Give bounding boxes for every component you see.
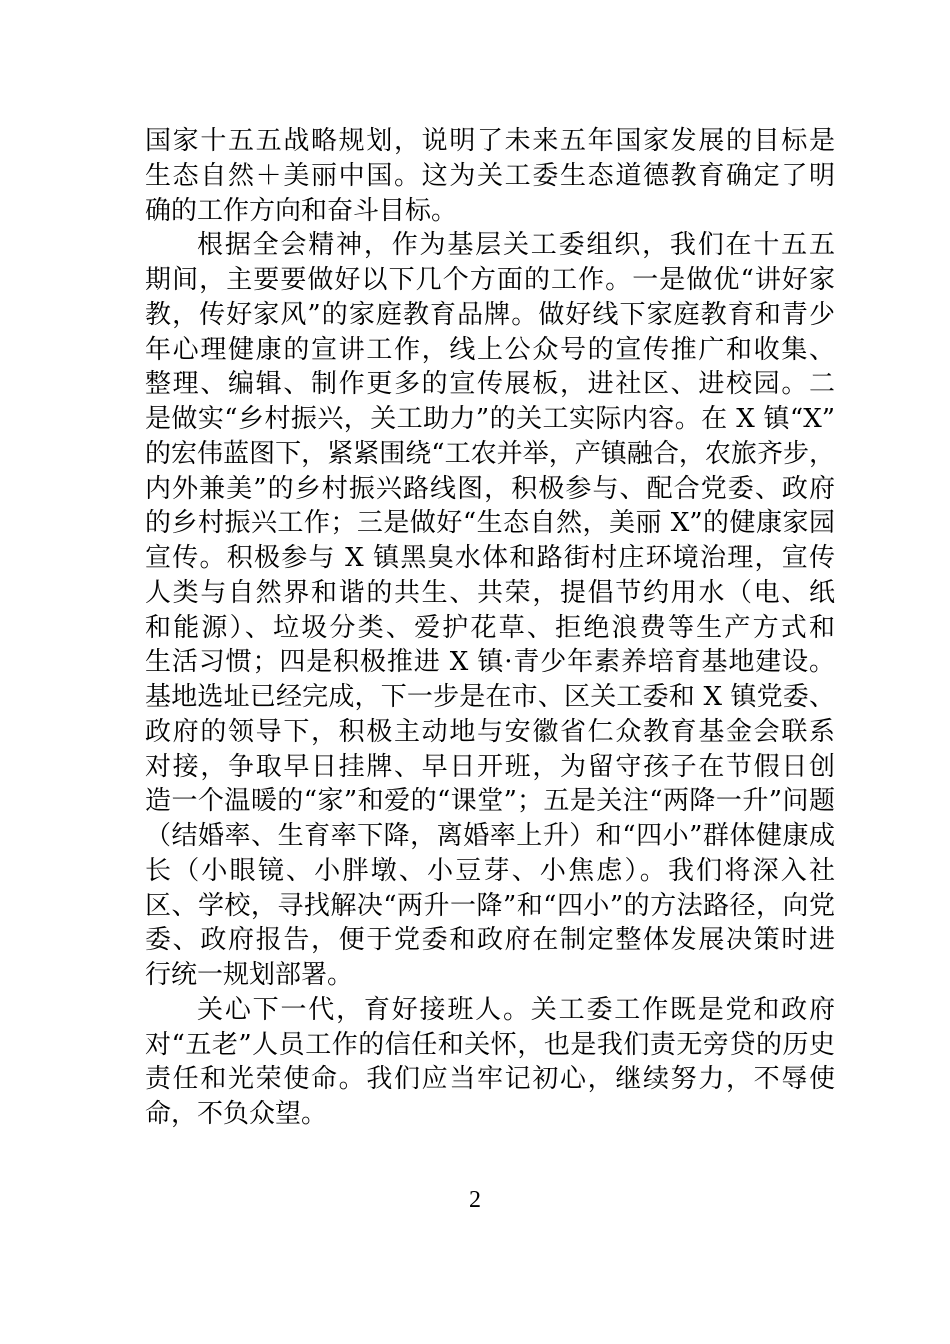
text-line: 政府的领导下，积极主动地与安徽省仁众教育基金会联系	[145, 716, 835, 747]
text-line: 造一个温暖的“家”和爱的“课堂”；五是关注“两降一升”问题	[145, 786, 835, 817]
text-line: 的宏伟蓝图下，紧紧围绕“工农并举，产镇融合，农旅齐步，	[145, 438, 835, 469]
text-line: 委、政府报告，便于党委和政府在制定整体发展决策时进	[145, 925, 835, 956]
text-line: 宣传。积极参与 X 镇黑臭水体和路街村庄环境治理，宣传	[145, 543, 835, 573]
text-line: 对接，争取早日挂牌、早日开班，为留守孩子在节假日创	[145, 751, 835, 782]
text-line: 确的工作方向和奋斗目标。	[145, 195, 458, 226]
text-line: 行统一规划部署。	[145, 960, 354, 990]
paragraph	[145, 124, 835, 228]
text-line: （结婚率、生育率下降，离婚率上升）和“四小”群体健康成	[145, 821, 835, 851]
text-line: 的乡村振兴工作；三是做好“生态自然，美丽 X”的健康家园	[145, 508, 835, 539]
page-number: 2	[469, 1187, 481, 1213]
text-line: 是做实“乡村振兴，关工助力”的关工实际内容。在 X 镇“X”	[145, 404, 835, 434]
paragraph	[145, 228, 835, 993]
text-line: 根据全会精神，作为基层关工委组织，我们在十五五	[197, 230, 835, 261]
text-line: 长（小眼镜、小胖墩、小豆芽、小焦虑）。我们将深入社	[145, 855, 835, 886]
text-line: 对“五老”人员工作的信任和关怀，也是我们责无旁贷的历史	[145, 1029, 835, 1060]
text-line: 责任和光荣使命。我们应当牢记初心，继续努力，不辱使	[145, 1064, 835, 1095]
text-line: 国家十五五战略规划，说明了未来五年国家发展的目标是	[145, 126, 835, 156]
paragraph	[145, 993, 835, 1132]
body-text	[145, 124, 835, 1132]
text-line: 生态自然＋美丽中国。这为关工委生态道德教育确定了明	[145, 160, 835, 191]
text-line: 命，不负众望。	[145, 1099, 328, 1129]
text-line: 期间，主要要做好以下几个方面的工作。一是做优“讲好家	[145, 265, 835, 295]
text-line: 和能源）、垃圾分类、爱护花草、拒绝浪费等生产方式和	[145, 612, 835, 643]
text-line: 教，传好家风”的家庭教育品牌。做好线下家庭教育和青少	[145, 299, 835, 330]
text-line: 生活习惯；四是积极推进 X 镇·青少年素养培育基地建设。	[145, 647, 835, 678]
text-line: 关心下一代，育好接班人。关工委工作既是党和政府	[197, 994, 835, 1025]
text-line: 内外兼美”的乡村振兴路线图，积极参与、配合党委、政府	[145, 473, 835, 504]
text-line: 基地选址已经完成，下一步是在市、区关工委和 X 镇党委、	[145, 682, 835, 712]
text-line: 人类与自然界和谐的共生、共荣，提倡节约用水（电、纸	[145, 577, 835, 608]
text-line: 整理、编辑、制作更多的宣传展板，进社区、进校园。二	[145, 369, 835, 400]
text-line: 年心理健康的宣讲工作，线上公众号的宣传推广和收集、	[145, 334, 835, 365]
text-line: 区、学校，寻找解决“两升一降”和“四小”的方法路径，向党	[145, 890, 835, 921]
